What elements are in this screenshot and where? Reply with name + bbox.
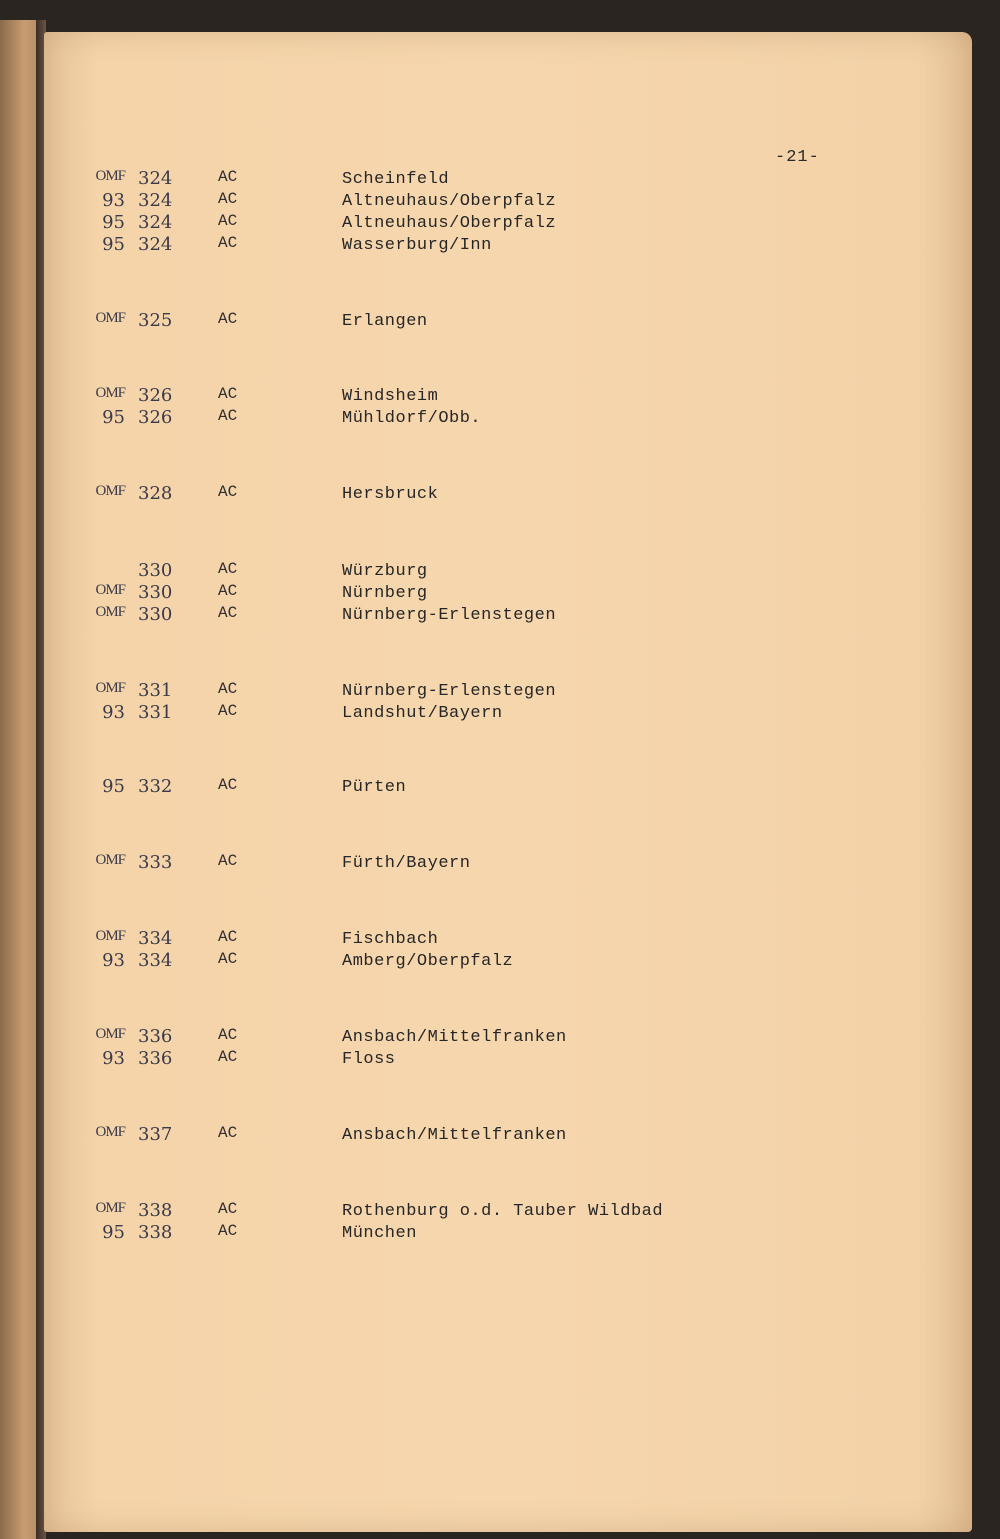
- entry-number: 330: [138, 582, 173, 603]
- place-name: Landshut/Bayern: [342, 704, 503, 723]
- entry-row: [0, 385, 1000, 407]
- entry-row: [0, 1026, 1000, 1048]
- series-label: 93: [102, 1048, 125, 1069]
- series-label: 93: [102, 950, 125, 971]
- entry-row: [0, 604, 1000, 626]
- entry-number: 332: [138, 776, 173, 797]
- series-label: 93: [102, 702, 125, 723]
- entry-row: [0, 1048, 1000, 1070]
- entry-number: 338: [138, 1200, 173, 1221]
- entry-row: [0, 1222, 1000, 1244]
- place-name: Amberg/Oberpfalz: [342, 952, 514, 971]
- place-name: Ansbach/Mittelfranken: [342, 1028, 567, 1047]
- code-label: AC: [218, 702, 238, 720]
- place-name: Wasserburg/Inn: [342, 236, 492, 255]
- entry-number: 330: [138, 560, 173, 581]
- series-label: 95: [102, 212, 125, 233]
- entry-number: 324: [138, 212, 173, 233]
- entry-number: 330: [138, 604, 173, 625]
- entry-row: [0, 234, 1000, 256]
- entry-number: 337: [138, 1124, 173, 1145]
- code-label: AC: [218, 1124, 238, 1142]
- entry-group: [0, 1124, 1000, 1146]
- entry-group: [0, 928, 1000, 972]
- entry-row: [0, 950, 1000, 972]
- entry-number: 324: [138, 234, 173, 255]
- series-label: OMF: [95, 483, 125, 499]
- place-name: Erlangen: [342, 312, 428, 331]
- code-label: AC: [218, 582, 238, 600]
- entry-number: 326: [138, 407, 173, 428]
- code-label: AC: [218, 950, 238, 968]
- place-name: Fürth/Bayern: [342, 854, 471, 873]
- series-label: 95: [102, 234, 125, 255]
- place-name: Windsheim: [342, 387, 439, 406]
- place-name: Nürnberg-Erlenstegen: [342, 606, 557, 625]
- entry-row: [0, 483, 1000, 505]
- entry-number: 334: [138, 928, 173, 949]
- series-label: OMF: [95, 385, 125, 401]
- entry-row: [0, 852, 1000, 874]
- code-label: AC: [218, 604, 238, 622]
- entry-group: [0, 852, 1000, 874]
- entry-group: [0, 1200, 1000, 1244]
- place-name: München: [342, 1224, 417, 1243]
- code-label: AC: [218, 928, 238, 946]
- entry-number: 333: [138, 852, 173, 873]
- code-label: AC: [218, 776, 238, 794]
- entry-row: [0, 702, 1000, 724]
- code-label: AC: [218, 680, 238, 698]
- place-name: Nürnberg: [342, 584, 428, 603]
- series-label: OMF: [95, 680, 125, 696]
- entry-group: [0, 680, 1000, 724]
- place-name: Rothenburg o.d. Tauber Wildbad: [342, 1202, 664, 1221]
- entry-row: [0, 928, 1000, 950]
- series-label: OMF: [95, 928, 125, 944]
- series-label: OMF: [95, 852, 125, 868]
- place-name: Altneuhaus/Oberpfalz: [342, 214, 557, 233]
- code-label: AC: [218, 852, 238, 870]
- entry-number: 331: [138, 680, 173, 701]
- entry-row: [0, 168, 1000, 190]
- code-label: AC: [218, 1048, 238, 1066]
- entry-number: 336: [138, 1026, 173, 1047]
- code-label: AC: [218, 483, 238, 501]
- entry-number: 324: [138, 190, 173, 211]
- page-number: -21-: [775, 148, 820, 167]
- series-label: OMF: [95, 582, 125, 598]
- place-name: Scheinfeld: [342, 170, 450, 189]
- entry-row: [0, 1200, 1000, 1222]
- series-label: OMF: [95, 1200, 125, 1216]
- code-label: AC: [218, 1026, 238, 1044]
- entry-group: [0, 385, 1000, 429]
- entry-number: 328: [138, 483, 173, 504]
- series-label: 95: [102, 1222, 125, 1243]
- entry-row: [0, 1124, 1000, 1146]
- code-label: AC: [218, 190, 238, 208]
- series-label: OMF: [95, 310, 125, 326]
- code-label: AC: [218, 234, 238, 252]
- entry-group: [0, 560, 1000, 626]
- entry-row: [0, 212, 1000, 234]
- entry-number: 331: [138, 702, 173, 723]
- entry-number: 325: [138, 310, 173, 331]
- code-label: AC: [218, 385, 238, 403]
- code-label: AC: [218, 1200, 238, 1218]
- entry-group: [0, 310, 1000, 332]
- entry-group: [0, 776, 1000, 798]
- series-label: 95: [102, 407, 125, 428]
- code-label: AC: [218, 560, 238, 578]
- entry-group: [0, 1026, 1000, 1070]
- code-label: AC: [218, 168, 238, 186]
- entry-row: [0, 776, 1000, 798]
- code-label: AC: [218, 310, 238, 328]
- entry-row: [0, 407, 1000, 429]
- entry-number: 336: [138, 1048, 173, 1069]
- series-label: 95: [102, 776, 125, 797]
- entry-group: [0, 168, 1000, 256]
- series-label: OMF: [95, 604, 125, 620]
- place-name: Floss: [342, 1050, 396, 1069]
- entry-number: 338: [138, 1222, 173, 1243]
- entry-group: [0, 483, 1000, 505]
- place-name: Nürnberg-Erlenstegen: [342, 682, 557, 701]
- entry-number: 324: [138, 168, 173, 189]
- series-label: OMF: [95, 1124, 125, 1140]
- place-name: Mühldorf/Obb.: [342, 409, 482, 428]
- series-label: OMF: [95, 168, 125, 184]
- series-label: 93: [102, 190, 125, 211]
- entry-number: 334: [138, 950, 173, 971]
- entry-row: [0, 190, 1000, 212]
- place-name: Würzburg: [342, 562, 428, 581]
- entry-row: [0, 560, 1000, 582]
- place-name: Altneuhaus/Oberpfalz: [342, 192, 557, 211]
- series-label: OMF: [95, 1026, 125, 1042]
- entry-number: 326: [138, 385, 173, 406]
- place-name: Ansbach/Mittelfranken: [342, 1126, 567, 1145]
- place-name: Pürten: [342, 778, 407, 797]
- entry-row: [0, 680, 1000, 702]
- place-name: Hersbruck: [342, 485, 439, 504]
- code-label: AC: [218, 407, 238, 425]
- entry-row: [0, 310, 1000, 332]
- code-label: AC: [218, 212, 238, 230]
- place-name: Fischbach: [342, 930, 439, 949]
- code-label: AC: [218, 1222, 238, 1240]
- entry-row: [0, 582, 1000, 604]
